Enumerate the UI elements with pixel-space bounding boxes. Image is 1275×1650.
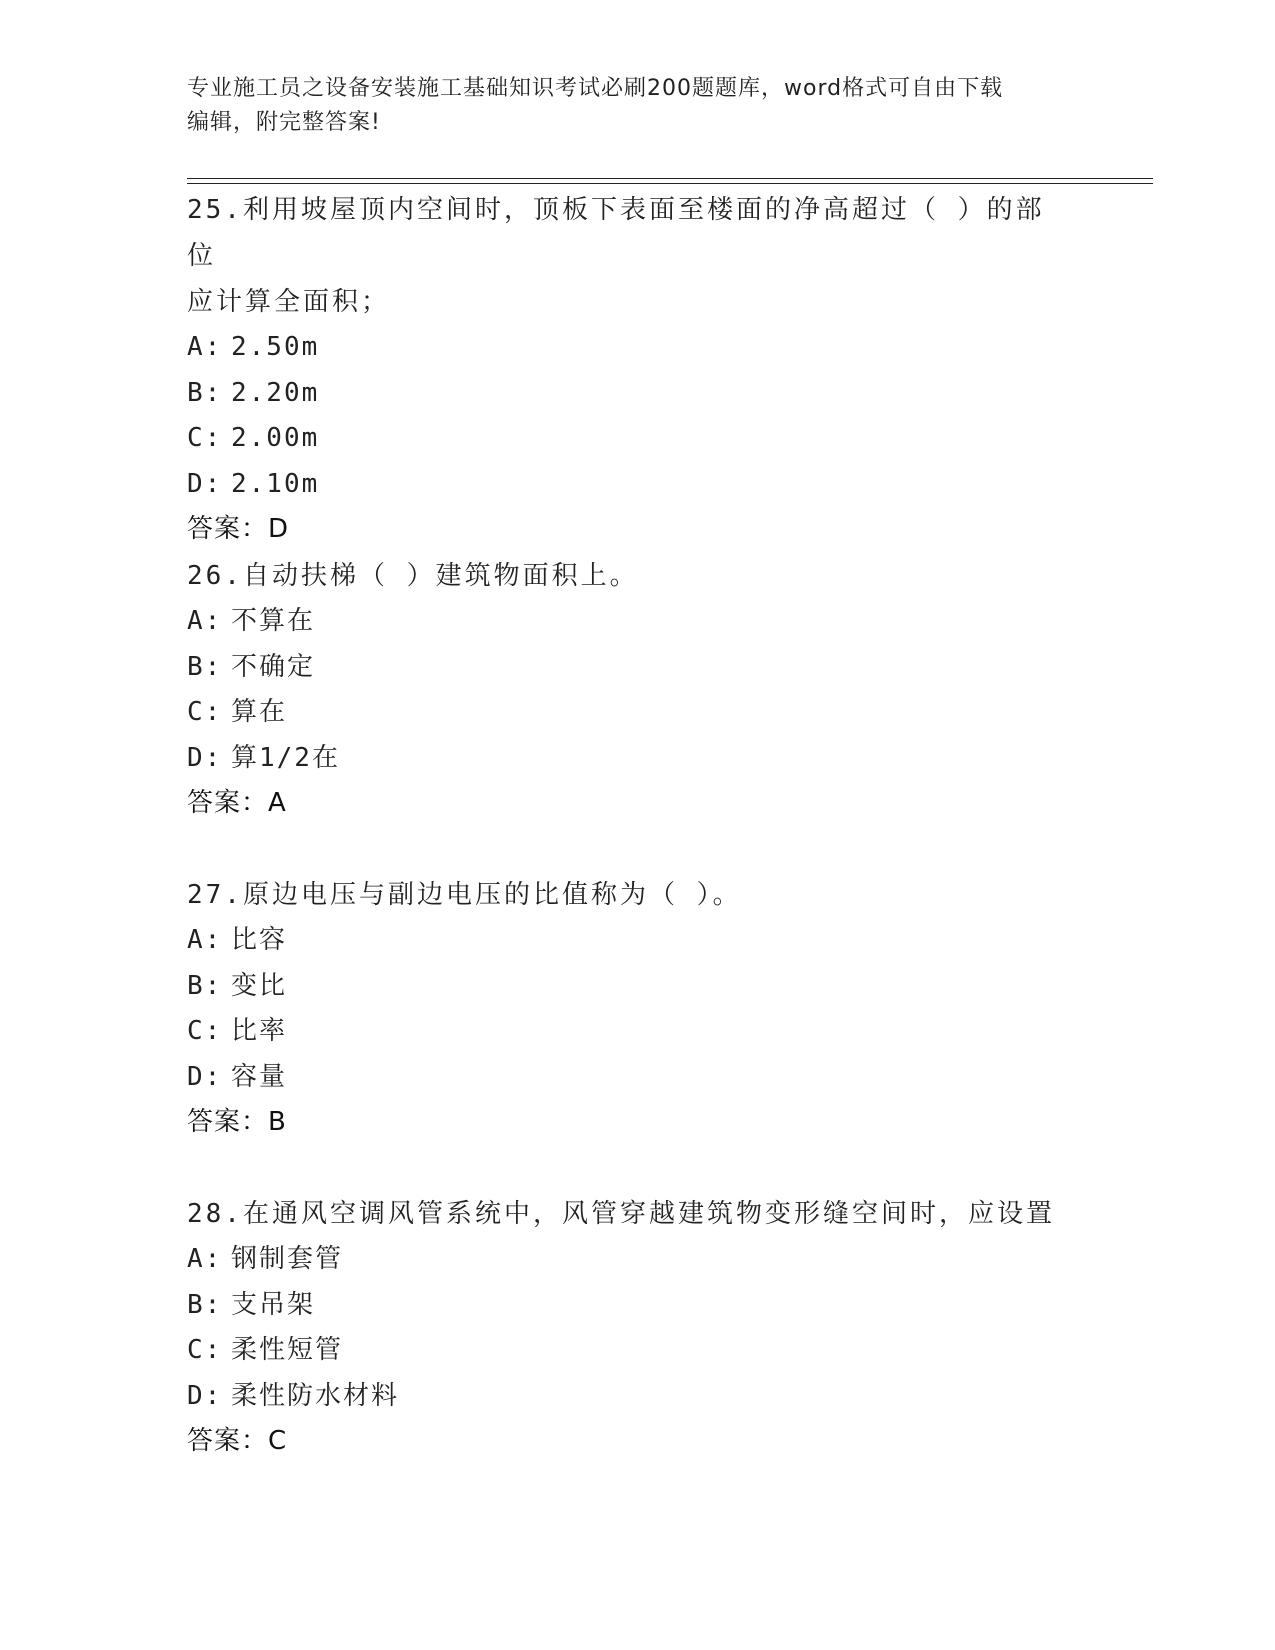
option-c: [187, 690, 1067, 736]
option-text: 2.00m: [231, 423, 320, 453]
question-stem-line-2: 应计算全面积；: [187, 287, 391, 317]
option-c: [187, 1009, 1067, 1055]
option-key: C:: [187, 423, 223, 453]
option-key: C:: [187, 1335, 223, 1365]
option-a: [187, 918, 1067, 964]
question-27: [187, 872, 1067, 1144]
option-key: C:: [187, 1016, 223, 1046]
option-key: D:: [187, 468, 223, 499]
option-text: 支吊架: [231, 1289, 316, 1320]
option-text: 变比: [231, 970, 288, 1001]
question-stem-line-1: 26.自动扶梯（ ）建筑物面积上。: [187, 561, 639, 591]
option-text: 柔性短管: [231, 1335, 344, 1365]
option-a: [187, 1237, 1067, 1283]
option-text: 不算在: [231, 606, 316, 636]
question-28: [187, 1191, 1067, 1463]
option-text: 2.50m: [231, 332, 320, 362]
option-text: 2.10m: [231, 468, 320, 499]
answer-line: 答案：C: [187, 1426, 288, 1456]
question-stem-line-1: 28.在通风空调风管系统中，风管穿越建筑物变形缝空间时，应设置: [187, 1199, 1055, 1229]
option-a: [187, 599, 1067, 645]
option-text: 比率: [231, 1016, 288, 1046]
question-stem-line-1: 25.利用坡屋顶内空间时，顶板下表面至楼面的净高超过（ ）的部位: [187, 195, 1045, 271]
document-header: [187, 72, 1087, 140]
header-line-2: 编辑，附完整答案!: [187, 110, 381, 135]
answer-line: 答案：A: [187, 788, 287, 818]
option-key: A:: [187, 332, 223, 362]
option-key: A:: [187, 1244, 223, 1274]
option-c: [187, 416, 1067, 462]
option-text: 不确定: [231, 651, 316, 682]
option-c: [187, 1328, 1067, 1374]
option-key: D:: [187, 1380, 223, 1411]
option-key: D:: [187, 742, 223, 773]
option-key: B:: [187, 1289, 223, 1320]
header-divider-bottom: [187, 183, 1153, 184]
question-stem-line-1: 27.原边电压与副边电压的比值称为（ ）。: [187, 880, 742, 910]
option-b: [187, 1283, 1067, 1329]
option-text: 容量: [231, 1061, 288, 1092]
question-25: [187, 187, 1067, 551]
option-a: [187, 325, 1067, 371]
option-key: A:: [187, 606, 223, 636]
option-key: B:: [187, 970, 223, 1001]
option-text: 柔性防水材料: [231, 1380, 400, 1411]
question-26: [187, 553, 1067, 825]
answer-line: 答案：D: [187, 514, 290, 544]
option-text: 钢制套管: [231, 1244, 344, 1274]
option-key: B:: [187, 377, 223, 408]
header-divider-top: [187, 178, 1153, 179]
option-b: [187, 371, 1067, 417]
option-b: [187, 964, 1067, 1010]
option-key: D:: [187, 1061, 223, 1092]
option-text: 算在: [231, 697, 288, 727]
option-text: 比容: [231, 925, 288, 955]
answer-line: 答案：B: [187, 1107, 287, 1137]
option-key: B:: [187, 651, 223, 682]
option-text: 2.20m: [231, 377, 320, 408]
header-line-1: 专业施工员之设备安装施工基础知识考试必刷200题题库，word格式可自由下载: [187, 76, 1004, 101]
option-d: [187, 1374, 1067, 1420]
option-key: A:: [187, 925, 223, 955]
option-d: [187, 462, 1067, 508]
option-d: [187, 1055, 1067, 1101]
option-text: 算1/2在: [231, 742, 340, 773]
option-d: [187, 736, 1067, 782]
option-key: C:: [187, 697, 223, 727]
option-b: [187, 645, 1067, 691]
